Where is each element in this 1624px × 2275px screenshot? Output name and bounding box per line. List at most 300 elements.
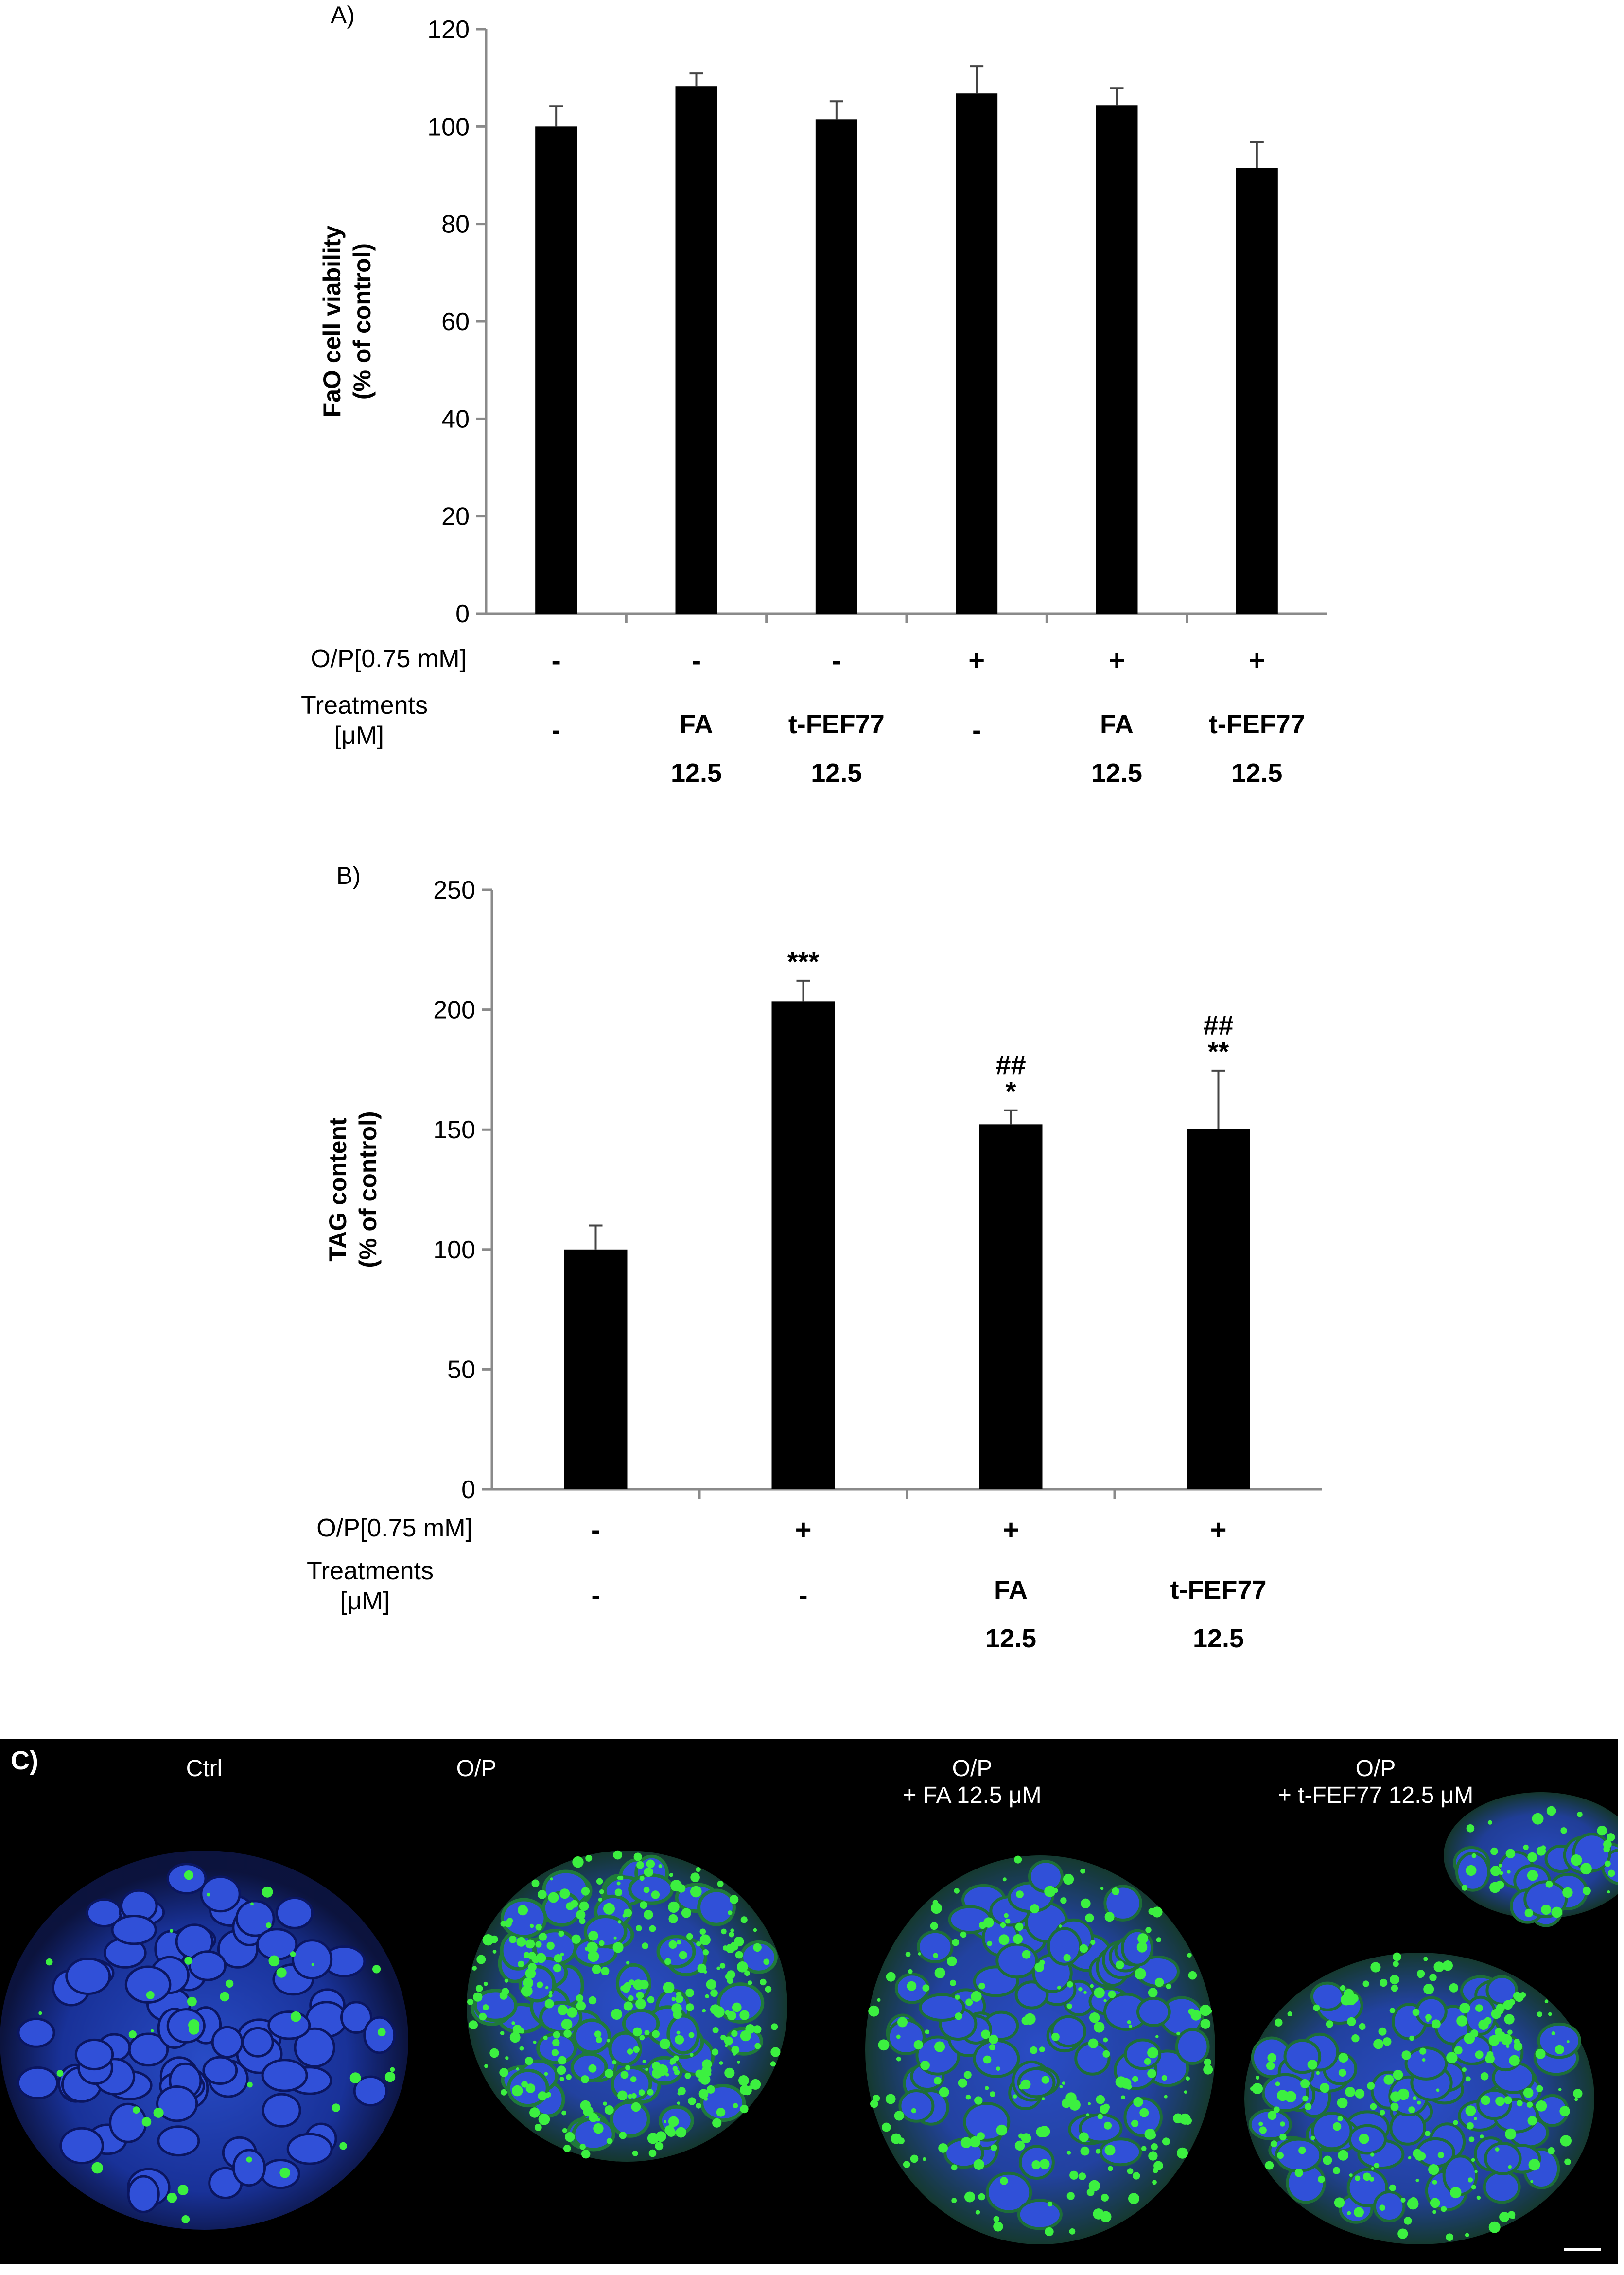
lipid-droplet <box>520 2028 525 2034</box>
lipid-droplet <box>385 2072 395 2082</box>
lipid-droplet <box>947 1957 957 1966</box>
lipid-droplet <box>188 2019 199 2030</box>
lipid-droplet <box>896 2057 901 2062</box>
nucleus <box>157 2087 197 2121</box>
micrograph-title-op-tfef77: O/P + t-FEF77 12.5 μM <box>1277 1756 1474 1808</box>
lipid-droplet <box>935 1968 945 1978</box>
lipid-droplet <box>669 1940 677 1949</box>
lipid-droplet <box>1480 2134 1484 2138</box>
lipid-droplet <box>1370 1962 1380 1972</box>
lipid-droplet <box>1067 2192 1075 2200</box>
lipid-droplet <box>1432 2180 1437 2185</box>
lipid-droplet <box>1156 1937 1162 1942</box>
lipid-droplet <box>1547 1806 1556 1816</box>
lipid-droplet <box>279 2168 290 2178</box>
lipid-droplet <box>1103 1999 1106 2002</box>
lipid-droplet <box>770 2061 776 2066</box>
lipid-droplet <box>723 1945 728 1951</box>
lipid-droplet <box>1389 2185 1396 2191</box>
lipid-droplet <box>1116 2076 1127 2088</box>
lipid-droplet <box>1383 2037 1392 2046</box>
lipid-droplet <box>677 2101 681 2105</box>
lipid-droplet <box>1347 2211 1351 2215</box>
lipid-droplet <box>505 1979 508 1983</box>
lipid-droplet <box>539 2114 550 2125</box>
lipid-droplet <box>1374 2163 1380 2168</box>
lipid-droplet <box>1436 2088 1440 2092</box>
lipid-droplet <box>1597 1826 1607 1835</box>
lipid-droplet <box>642 1942 648 1949</box>
lipid-droplet <box>1466 2105 1476 2116</box>
lipid-droplet <box>1422 2058 1426 2062</box>
lipid-droplet <box>1341 1994 1352 2006</box>
lipid-droplet <box>734 1937 744 1946</box>
lipid-droplet <box>1042 2097 1045 2100</box>
lipid-droplet <box>579 1902 589 1911</box>
lipid-droplet <box>624 1909 632 1917</box>
lipid-droplet <box>1039 2046 1045 2052</box>
lipid-droplet <box>696 1867 700 1872</box>
lipid-droplet <box>619 2132 627 2139</box>
lipid-droplet <box>247 2082 253 2088</box>
lipid-droplet <box>740 2105 748 2113</box>
lipid-droplet <box>964 2071 972 2079</box>
lipid-droplet <box>1605 1861 1611 1867</box>
y-axis-label-line: (% of control) <box>349 243 376 400</box>
row-label-treatments: Treatments <box>306 1557 434 1585</box>
lipid-droplet <box>581 1887 590 1895</box>
lipid-droplet <box>1133 2172 1140 2179</box>
lipid-droplet <box>588 2064 596 2073</box>
lipid-droplet <box>965 1998 973 2006</box>
lipid-droplet <box>1147 2047 1158 2059</box>
panel-c-label: C) <box>11 1746 38 1775</box>
lipid-droplet <box>1141 2146 1147 2152</box>
lipid-droplet <box>1520 1992 1526 1998</box>
lipid-droplet <box>1475 2050 1484 2059</box>
lipid-droplet <box>483 2004 489 2010</box>
bar <box>676 86 717 614</box>
lipid-droplet <box>930 1922 938 1930</box>
lipid-droplet <box>725 2010 730 2015</box>
lipid-droplet <box>1063 1874 1074 1885</box>
lipid-droplet <box>1275 2081 1280 2086</box>
lipid-droplet <box>1446 2233 1453 2241</box>
lipid-droplet <box>668 1902 679 1913</box>
lipid-droplet <box>1462 2067 1467 2072</box>
lipid-droplet <box>705 1994 709 1998</box>
lipid-droplet <box>1078 1987 1083 1992</box>
lipid-droplet <box>1425 2131 1431 2136</box>
lipid-droplet <box>630 2076 637 2082</box>
lipid-droplet <box>1003 1877 1007 1881</box>
lipid-droplet <box>1338 2150 1348 2161</box>
lipid-droplet <box>1580 1863 1592 1874</box>
nucleus <box>128 2176 158 2212</box>
lipid-droplet <box>1443 1960 1453 1971</box>
micrograph-title-op: O/P <box>456 1756 497 1781</box>
lipid-droplet <box>910 2155 919 2163</box>
lipid-droplet <box>870 2100 878 2108</box>
lipid-droplet <box>765 1986 772 1993</box>
lipid-droplet <box>1088 2039 1098 2048</box>
lipid-droplet <box>524 1952 530 1958</box>
lipid-droplet <box>509 1936 517 1943</box>
lipid-droplet <box>663 1982 675 1993</box>
lipid-droplet <box>484 2064 488 2068</box>
lipid-droplet <box>1116 1961 1124 1970</box>
lipid-droplet <box>1499 2212 1509 2222</box>
lipid-droplet <box>170 1929 173 1933</box>
lipid-droplet <box>1497 2007 1503 2014</box>
lipid-droplet <box>1506 2045 1509 2048</box>
scale-bar <box>1564 2248 1601 2251</box>
lipid-droplet <box>521 2081 528 2088</box>
lipid-droplet <box>1523 2088 1534 2098</box>
lipid-droplet <box>585 1855 592 1862</box>
y-tick-label: 120 <box>427 16 470 44</box>
lipid-droplet <box>1413 2096 1417 2100</box>
lipid-droplet <box>719 2061 723 2065</box>
treatment-row-value: - <box>552 716 561 745</box>
lipid-droplet <box>686 1933 693 1940</box>
lipid-droplet <box>886 2094 896 2104</box>
lipid-droplet <box>979 1922 986 1929</box>
lipid-droplet <box>655 2142 663 2150</box>
lipid-droplet <box>1337 2098 1348 2108</box>
nucleus <box>1177 2029 1208 2063</box>
lipid-droplet <box>559 2077 564 2081</box>
row-label-treatments: Treatments <box>300 691 428 720</box>
lipid-droplet <box>1528 2116 1537 2125</box>
lipid-droplet <box>696 2103 701 2109</box>
lipid-droplet <box>939 2087 949 2097</box>
lipid-droplet <box>1603 1840 1612 1849</box>
lipid-droplet <box>312 1963 314 1966</box>
lipid-droplet <box>923 2157 926 2161</box>
y-tick-label: 40 <box>441 405 470 434</box>
lipid-droplet <box>738 2075 749 2086</box>
lipid-droplet <box>146 1991 155 1999</box>
lipid-droplet <box>728 1910 733 1915</box>
lipid-droplet <box>1030 2046 1038 2054</box>
op-row-value: + <box>1248 645 1265 676</box>
lipid-droplet <box>1559 2106 1570 2116</box>
lipid-droplet <box>512 2085 523 2097</box>
treatment-row-value: - <box>591 1581 600 1610</box>
lipid-droplet <box>1430 2198 1440 2208</box>
lipid-droplet <box>1466 1865 1476 1876</box>
lipid-droplet <box>685 2073 691 2079</box>
y-tick-label: 100 <box>427 113 470 141</box>
panel-label: A) <box>331 1 355 29</box>
lipid-droplet <box>960 1932 967 1938</box>
lipid-droplet <box>596 1878 603 1885</box>
lipid-droplet <box>545 2093 550 2098</box>
lipid-droplet <box>1139 2108 1149 2117</box>
lipid-droplet <box>1537 1847 1546 1856</box>
lipid-droplet <box>1423 1957 1428 1961</box>
lipid-droplet <box>933 1953 938 1958</box>
lipid-droplet <box>581 2150 590 2158</box>
lipid-droplet <box>562 2128 567 2133</box>
lipid-droplet <box>511 2021 515 2025</box>
bar <box>956 93 997 614</box>
lipid-droplet <box>129 2030 137 2038</box>
lipid-droplet <box>999 1934 1010 1945</box>
lipid-droplet <box>1370 2103 1377 2110</box>
nucleus <box>1485 2143 1520 2174</box>
lipid-droplet <box>1470 2029 1478 2037</box>
lipid-droplet <box>1517 2100 1523 2106</box>
bar <box>1096 105 1138 614</box>
nucleus <box>1030 1862 1062 1892</box>
lipid-droplet <box>914 2040 923 2049</box>
lipid-droplet <box>644 1910 653 1919</box>
lipid-droplet <box>1371 2167 1374 2170</box>
lipid-droplet <box>748 1980 752 1985</box>
lipid-droplet <box>702 2059 712 2069</box>
op-row-value: - <box>591 1514 601 1546</box>
lipid-droplet <box>605 2069 613 2078</box>
lipid-droplet <box>593 2123 603 2134</box>
lipid-droplet <box>178 2185 189 2195</box>
lipid-droplet <box>1541 1905 1551 1915</box>
lipid-droplet <box>763 1958 769 1965</box>
lipid-droplet <box>1514 2042 1522 2051</box>
lipid-droplet <box>1016 1890 1024 1898</box>
lipid-droplet <box>1536 2049 1546 2059</box>
lipid-droplet <box>538 1890 547 1899</box>
lipid-droplet <box>868 2006 879 2017</box>
lipid-droplet <box>1085 1914 1094 1922</box>
treatment-row-value: 12.5 <box>1091 758 1143 788</box>
lipid-droplet <box>886 1972 896 1982</box>
lipid-droplet <box>1045 2227 1053 2236</box>
lipid-droplet <box>525 1940 535 1949</box>
lipid-droplet <box>596 2037 602 2043</box>
lipid-droplet <box>1508 2165 1512 2169</box>
y-tick-label: 20 <box>441 502 470 531</box>
op-row-value: + <box>1210 1514 1227 1546</box>
lipid-droplet <box>631 2093 637 2099</box>
y-tick-label: 80 <box>441 210 470 239</box>
lipid-droplet <box>290 1951 296 1957</box>
lipid-droplet <box>567 2007 577 2018</box>
lipid-droplet <box>907 1981 917 1991</box>
lipid-droplet <box>1363 2173 1371 2181</box>
lipid-droplet <box>1326 2020 1333 2028</box>
lipid-droplet <box>1484 2017 1491 2025</box>
lipid-droplet <box>1333 2122 1341 2131</box>
y-tick-label: 150 <box>433 1116 475 1145</box>
lipid-droplet <box>1390 2008 1396 2013</box>
lipid-droplet <box>966 2095 971 2100</box>
lipid-droplet <box>1379 2204 1385 2211</box>
lipid-droplet <box>1090 1940 1095 1945</box>
lipid-droplet <box>1013 1934 1023 1944</box>
lipid-droplet <box>565 2132 575 2142</box>
lipid-droplet <box>1266 2062 1275 2070</box>
lipid-droplet <box>677 1940 681 1944</box>
nucleus <box>262 2060 307 2091</box>
nucleus <box>1478 2090 1510 2118</box>
lipid-droplet <box>1499 1864 1502 1868</box>
lipid-droplet <box>1558 2088 1562 2091</box>
lipid-droplet <box>553 2031 560 2039</box>
nucleus <box>263 2094 300 2126</box>
lipid-droplet <box>898 2137 905 2144</box>
lipid-droplet <box>1465 2233 1469 2238</box>
lipid-droplet <box>548 1892 559 1903</box>
lipid-droplet <box>1468 2177 1473 2182</box>
lipid-droplet <box>896 2112 904 2119</box>
lipid-droplet <box>493 1950 497 1954</box>
y-tick-label: 0 <box>461 1476 475 1504</box>
lipid-droplet <box>702 2009 706 2013</box>
lipid-droplet <box>1453 2120 1458 2125</box>
lipid-droplet <box>372 1965 381 1973</box>
lipid-droplet <box>633 2028 642 2037</box>
lipid-droplet <box>1391 1985 1398 1992</box>
lipid-droplet <box>712 2048 718 2055</box>
lipid-droplet <box>505 2056 508 2060</box>
lipid-droplet <box>1040 2159 1050 2169</box>
op-row-value: - <box>691 645 701 676</box>
lipid-droplet <box>676 2127 686 2138</box>
lipid-droplet <box>688 2097 696 2105</box>
nucleus <box>997 1944 1037 1977</box>
lipid-droplet <box>676 1992 681 1997</box>
lipid-droplet <box>1490 1848 1498 1855</box>
lipid-droplet <box>1537 2011 1542 2017</box>
lipid-droplet <box>1577 1812 1582 1817</box>
lipid-droplet <box>1467 1824 1475 1833</box>
lipid-droplet <box>645 2068 648 2071</box>
lipid-droplet <box>1474 2170 1477 2173</box>
row-label-op: O/P[0.75 mM] <box>316 1514 472 1542</box>
lipid-droplet <box>1186 2076 1190 2081</box>
lipid-droplet <box>614 1937 617 1940</box>
lipid-droplet <box>500 2031 505 2035</box>
lipid-droplet <box>615 1888 622 1896</box>
lipid-droplet <box>1573 2089 1582 2098</box>
lipid-droplet <box>1310 2136 1315 2140</box>
micrograph-op-fa <box>836 1739 1235 2264</box>
nucleus <box>1125 2099 1161 2136</box>
lipid-droplet <box>504 1920 512 1928</box>
lipid-droplet <box>151 2029 154 2032</box>
lipid-droplet <box>1349 2173 1353 2177</box>
lipid-droplet <box>903 2161 910 2168</box>
lipid-droplet <box>1164 2095 1168 2099</box>
lipid-droplet <box>1583 1887 1591 1895</box>
micrograph-op <box>418 1739 836 2264</box>
lipid-droplet <box>1065 2092 1077 2103</box>
lipid-droplet <box>717 1881 724 1887</box>
lipid-droplet <box>1308 2060 1318 2070</box>
lipid-droplet <box>525 1968 536 1979</box>
lipid-droplet <box>690 1872 700 1882</box>
lipid-droplet <box>1509 1999 1515 2005</box>
lipid-droplet <box>1523 1845 1529 1850</box>
lipid-droplet <box>1438 2152 1444 2158</box>
lipid-droplet <box>1323 2156 1332 2165</box>
lipid-droplet <box>636 1992 644 1999</box>
treatment-row-value: t-FEF77 <box>1208 710 1305 739</box>
lipid-droplet <box>262 1887 273 1898</box>
lipid-droplet <box>1546 1881 1553 1888</box>
treatment-row-value: 12.5 <box>811 758 862 788</box>
lipid-droplet <box>1259 2126 1267 2134</box>
nucleus <box>1052 2017 1085 2046</box>
lipid-droplet <box>469 2020 478 2029</box>
lipid-droplet <box>1271 2140 1277 2147</box>
lipid-droplet <box>543 2036 548 2040</box>
lipid-droplet <box>350 2072 361 2083</box>
y-tick-label: 50 <box>447 1356 475 1384</box>
lipid-droplet <box>1067 2004 1072 2009</box>
lipid-droplet <box>652 2062 661 2070</box>
lipid-droplet <box>535 2124 542 2131</box>
lipid-droplet <box>698 2076 705 2082</box>
lipid-droplet <box>639 2035 645 2041</box>
row-label-op: O/P[0.75 mM] <box>311 645 467 673</box>
lipid-droplet <box>896 2035 901 2039</box>
lipid-droplet <box>1495 2097 1505 2106</box>
lipid-droplet <box>142 2117 152 2127</box>
lipid-droplet <box>649 1925 656 1932</box>
lipid-droplet <box>1184 2116 1192 2125</box>
lipid-droplet <box>1450 2187 1461 2198</box>
lipid-droplet <box>906 1952 911 1957</box>
lipid-droplet <box>547 1942 555 1950</box>
lipid-droplet <box>955 2012 962 2020</box>
bar <box>1236 168 1278 614</box>
lipid-droplet <box>533 2041 537 2044</box>
lipid-droplet <box>1176 2032 1180 2036</box>
lipid-droplet <box>611 2009 622 2020</box>
lipid-droplet <box>668 1914 678 1923</box>
lipid-droplet <box>1148 2131 1156 2139</box>
lipid-droplet <box>1062 2081 1065 2085</box>
nucleus <box>76 2040 112 2069</box>
lipid-droplet <box>1300 2079 1310 2088</box>
lipid-droplet <box>699 2089 709 2099</box>
op-row-value: - <box>551 645 561 676</box>
lipid-droplet <box>897 2017 908 2027</box>
lipid-droplet <box>1069 2171 1078 2180</box>
lipid-droplet <box>712 2118 721 2128</box>
lipid-droplet <box>634 1853 642 1861</box>
lipid-droplet <box>1103 2038 1108 2043</box>
lipid-droplet <box>576 1994 583 2002</box>
significance-label: ## <box>1203 1009 1234 1041</box>
lipid-droplet <box>1096 2095 1105 2104</box>
lipid-droplet <box>1279 2134 1286 2140</box>
lipid-droplet <box>665 2073 669 2076</box>
lipid-droplet <box>1104 2122 1112 2130</box>
lipid-droplet <box>760 1979 767 1986</box>
lipid-droplet <box>656 2131 666 2142</box>
lipid-droplet <box>1359 2134 1369 2144</box>
lipid-droplet <box>601 1967 609 1975</box>
lipid-droplet <box>1472 1853 1477 1858</box>
lipid-droplet <box>1511 2215 1515 2219</box>
lipid-droplet <box>1560 1827 1567 1834</box>
lipid-droplet <box>976 2210 980 2214</box>
lipid-droplet <box>473 1993 482 2002</box>
